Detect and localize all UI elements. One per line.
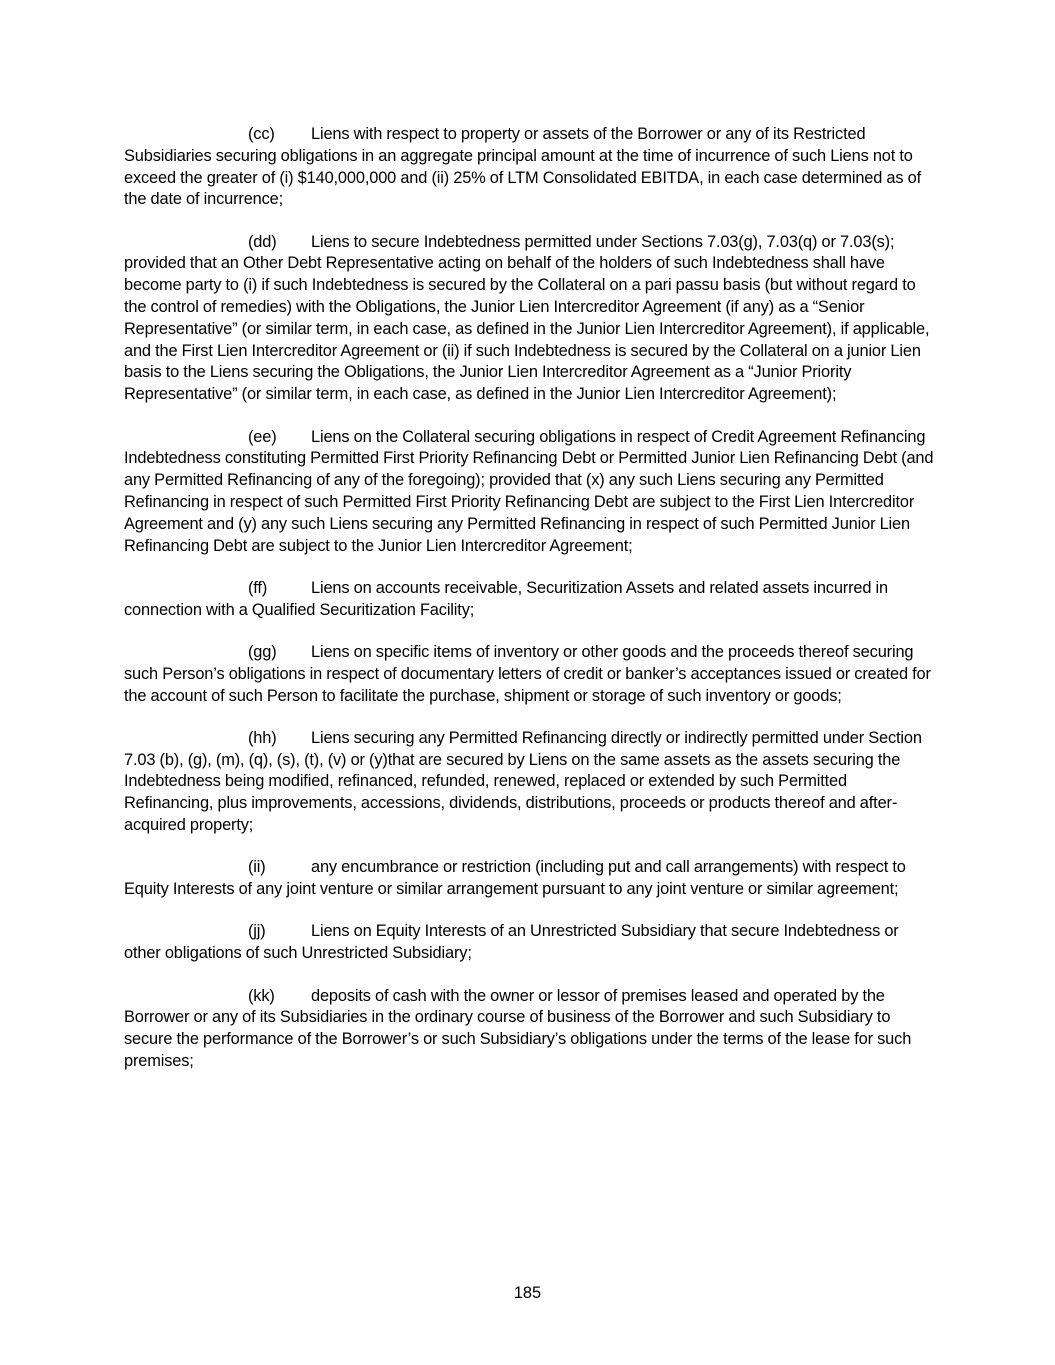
clause-text: Liens on accounts receivable, Securitization Assets and related assets incurred in connection with a Qualified Securitization Facility;	[124, 578, 889, 619]
document-page	[124, 124, 934, 1093]
clause-text: Liens with respect to property or assets of the Borrower or any of its Restricted Subsidiaries securing obligations in an aggregate principal amount at the time of incurrence of such Liens not to exceed the greater of (i) $140,000,000 and (ii) 25% of LTM Consolidated EBITDA, in each case determined as of the date of incurrence;	[124, 125, 922, 209]
clause-ff	[124, 578, 934, 622]
clause-ee	[124, 427, 934, 558]
clause-text: deposits of cash with the owner or lessor of premises leased and operated by the Borrower or any of its Subsidiaries in the ordinary course of business of the Borrower and such Subsidiary to secure the performance of the Borrower’s or such Subsidiary’s obligations under the terms of the lease for such premises;	[124, 986, 912, 1070]
clause-text: any encumbrance or restriction (including put and call arrangements) with respect to Equity Interests of any joint venture or similar arrangement pursuant to any joint venture or similar agreement;	[124, 858, 906, 899]
page-number: 185	[513, 1284, 542, 1302]
clause-label: (cc)	[248, 125, 275, 143]
clause-text: Liens on the Collateral securing obligations in respect of Credit Agreement Refinancing Indebtedness constituting Permitted First Priority Refinancing Debt or Permitted Junior Lien Refinancing Debt (and any Permitted Refinancing of any of the foregoing); provided that (x) any such Liens securing any Permitted Refinancing in respect of such Permitted First Priority Refinancing Debt are subject to the First Lien Intercreditor Agreement and (y) any such Liens securing any Permitted Refinancing in respect of such Permitted Junior Lien Refinancing Debt are subject to the Junior Lien Intercreditor Agreement;	[124, 427, 934, 555]
clause-label: (ii)	[248, 858, 266, 877]
clause-text: Liens securing any Permitted Refinancing directly or indirectly permitted under Section 7.03 (b), (g), (m), (q), (s), (t), (v) or (y)that are secured by Liens on the same assets as the assets securing the Indebtedness being modified, refinanced, refunded, renewed, replaced or extended by such Permitted Refinancing, plus improvements, accessions, dividends, distributions, proceeds or products thereof and after-acquired property;	[124, 728, 922, 835]
clause-kk	[124, 986, 934, 1073]
clause-label: (kk)	[248, 986, 275, 1005]
clause-label: (ff)	[248, 578, 268, 597]
clause-gg	[124, 642, 934, 707]
clause-label: (ee)	[248, 427, 277, 446]
clause-text: Liens on specific items of inventory or other goods and the proceeds thereof securing such Person’s obligations in respect of documentary letters of credit or banker’s acceptances issued or created for the account of such Person to facilitate the purchase, shipment or storage of such inventory or goods;	[124, 642, 931, 705]
clause-label: (hh)	[248, 728, 277, 747]
clause-text: Liens to secure Indebtedness permitted under Sections 7.03(g), 7.03(q) or 7.03(s); provided that an Other Debt Representative acting on behalf of the holders of such Indebtedness shall have become party to (i) if such Indebtedness is secured by the Collateral on a pari passu basis (but without regard to the control of remedies) with the Obligations, the Junior Lien Intercreditor Agreement (if any) as a “Senior Representative” (or similar term, in each case, as defined in the Junior Lien Intercreditor Agreement), if applicable, and the First Lien Intercreditor Agreement or (ii) if such Indebtedness is secured by the Collateral on a junior Lien basis to the Liens securing the Obligations, the Junior Lien Intercreditor Agreement as a “Junior Priority Representative” (or similar term, in each case, as defined in the Junior Lien Intercreditor Agreement);	[124, 232, 930, 404]
clause-dd	[124, 232, 934, 406]
clause-ii	[124, 857, 934, 901]
clause-label: (dd)	[248, 232, 277, 251]
clause-text: Liens on Equity Interests of an Unrestricted Subsidiary that secure Indebtedness or other obligations of such Unrestricted Subsidiary;	[124, 922, 899, 963]
clause-label: (gg)	[248, 642, 277, 661]
clause-jj	[124, 921, 934, 965]
clause-cc	[124, 124, 934, 211]
clause-label: (jj)	[248, 922, 266, 941]
clause-hh	[124, 728, 934, 837]
